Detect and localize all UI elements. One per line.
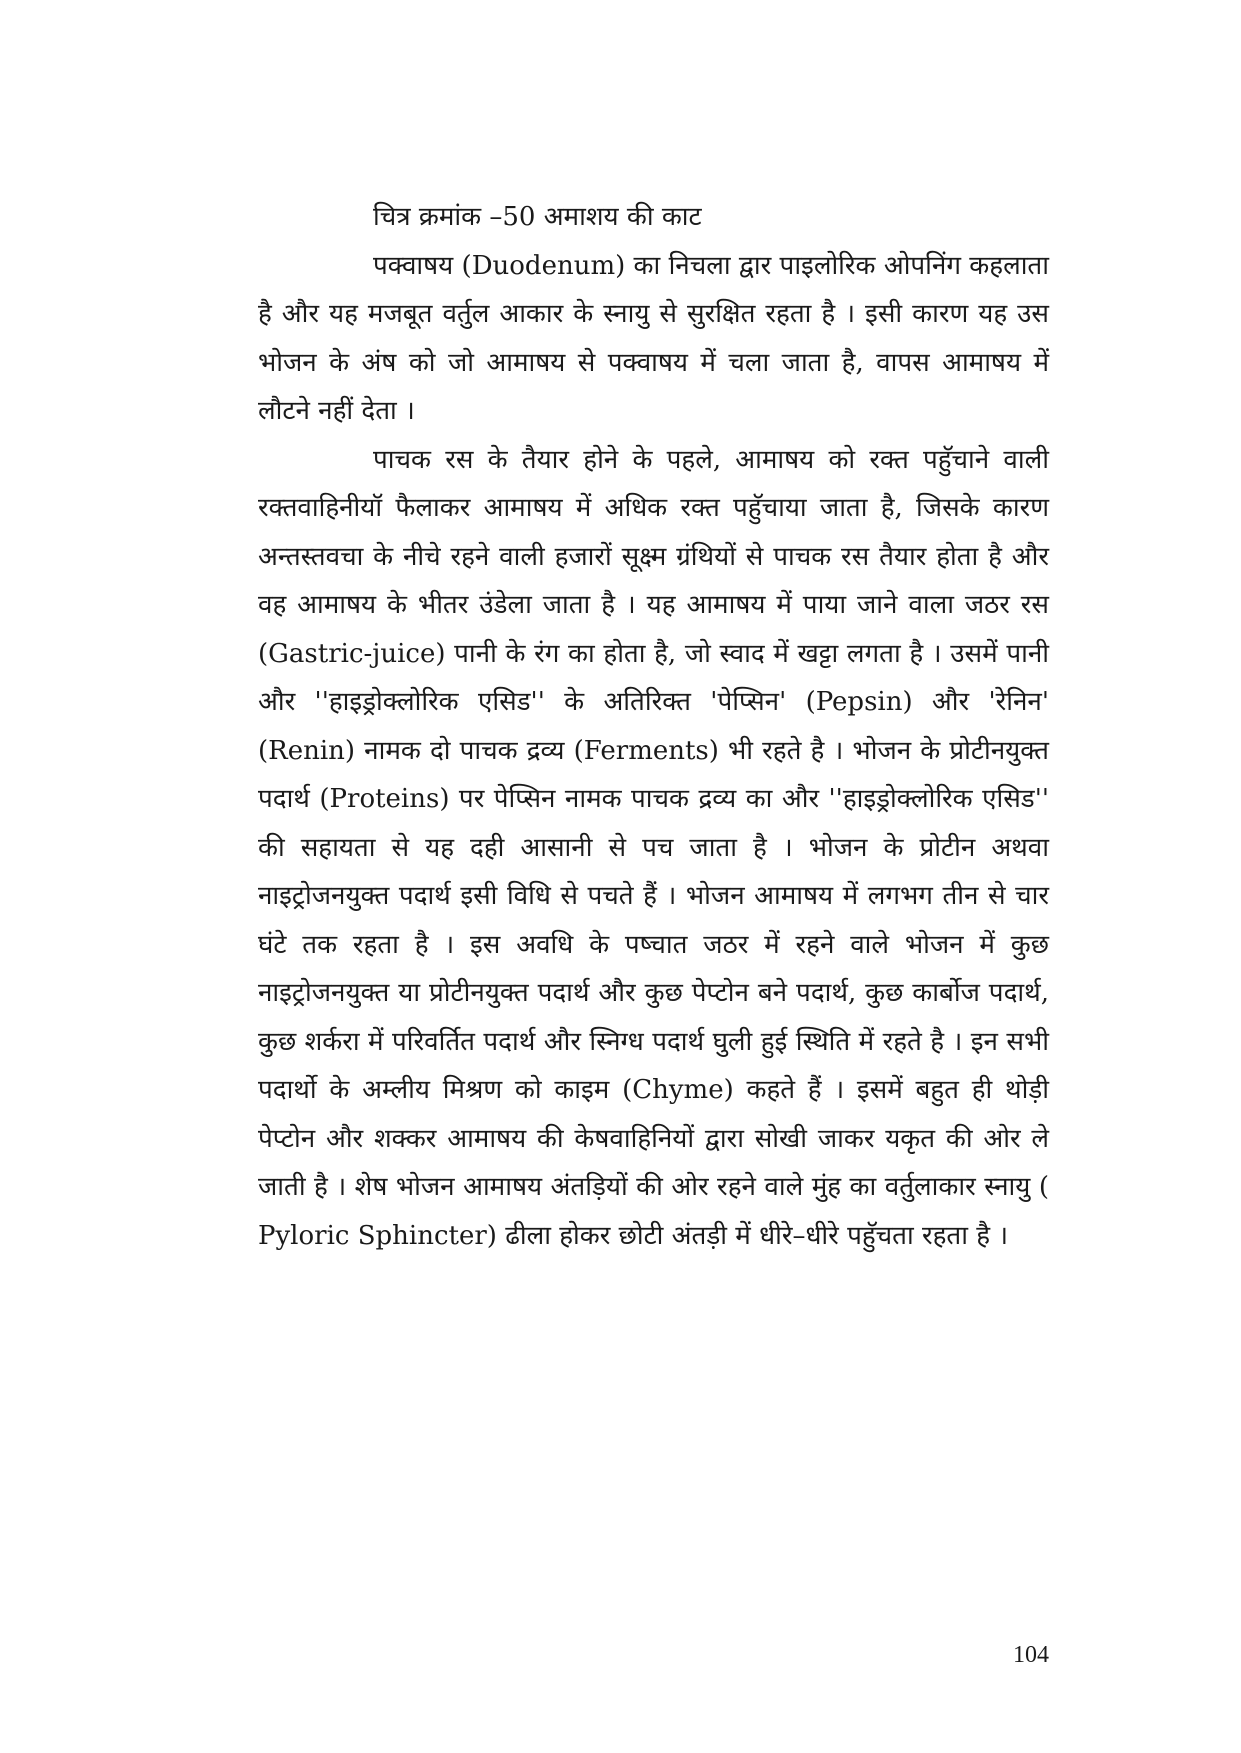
body-text (258, 193, 1049, 1260)
paragraph-gastric-juice: पाचक रस के तैयार होने के पहले, आमाषय को रक्त पहुॅचाने वाली रक्तवाहिनीयॉ फैलाकर आमाषय में अधिक रक्त पहुॅचाया जाता है, जिसके कारण अन्तस्तवचा के नीचे रहने वाली हजारों सूक्ष्म ग्रंथियों से पाचक रस तैयार होता है और वह आमाषय के भीतर उंडेला जाता है । यह आमाषय में पाया जाने वाला जठर रस (Gastric-juice) पानी के रंग का होता है, जो स्वाद में खट्टा लगता है । उसमें पानी और ''हाइड्रोक्लोरिक एसिड'' के अतिरिक्त 'पेप्सिन' (Pepsin) और 'रेनिन' (Renin) नामक दो पाचक द्रव्य (Ferments) भी रहते है । भोजन के प्रोटीनयुक्त पदार्थ (Proteins) पर पेप्सिन नामक पाचक द्रव्य का और ''हाइड्रोक्लोरिक एसिड'' की सहायता से यह दही आसानी से पच जाता है । भोजन के प्रोटीन अथवा नाइट्रोजनयुक्त पदार्थ इसी विधि से पचते हैं । भोजन आमाषय में लगभग तीन से चार घंटे तक रहता है । इस अवधि के पष्चात जठर में रहने वाले भोजन में कुछ नाइट्रोजनयुक्त या प्रोटीनयुक्त पदार्थ और कुछ पेप्टोन बने पदार्थ, कुछ कार्बोज पदार्थ, कुछ शर्करा में परिवर्तित पदार्थ और स्निग्ध पदार्थ घुली हुई स्थिति में रहते है । इन सभी पदार्थो के अम्लीय मिश्रण को काइम (Chyme) कहते हैं । इसमें बहुत ही थोड़ी पेप्टोन और शक्कर आमाषय की केषवाहिनियों द्वारा सोखी जाकर यकृत की ओर ले जाती है । शेष भोजन आमाषय अंतड़ियों की ओर रहने वाले मुंह का वर्तुलाकार स्नायु ( Pyloric Sphincter) ढीला होकर छोटी अंतड़ी में धीरे–धीरे पहुॅचता रहता है । (258, 444, 1049, 1251)
figure-caption: चित्र क्रमांक –50 अमाशय की काट (373, 202, 702, 232)
paragraph-duodenum: पक्वाषय (Duodenum) का निचला द्वार पाइलोरिक ओपनिंग कहलाता है और यह मजबूत वर्तुल आकार के स्नायु से सुरक्षित रहता है । इसी कारण यह उस भोजन के अंष को जो आमाषय से पक्वाषय में चला जाता है, वापस आमाषय में लौटने नहीं देता । (258, 250, 1049, 426)
page-number: 104 (1013, 1642, 1049, 1668)
